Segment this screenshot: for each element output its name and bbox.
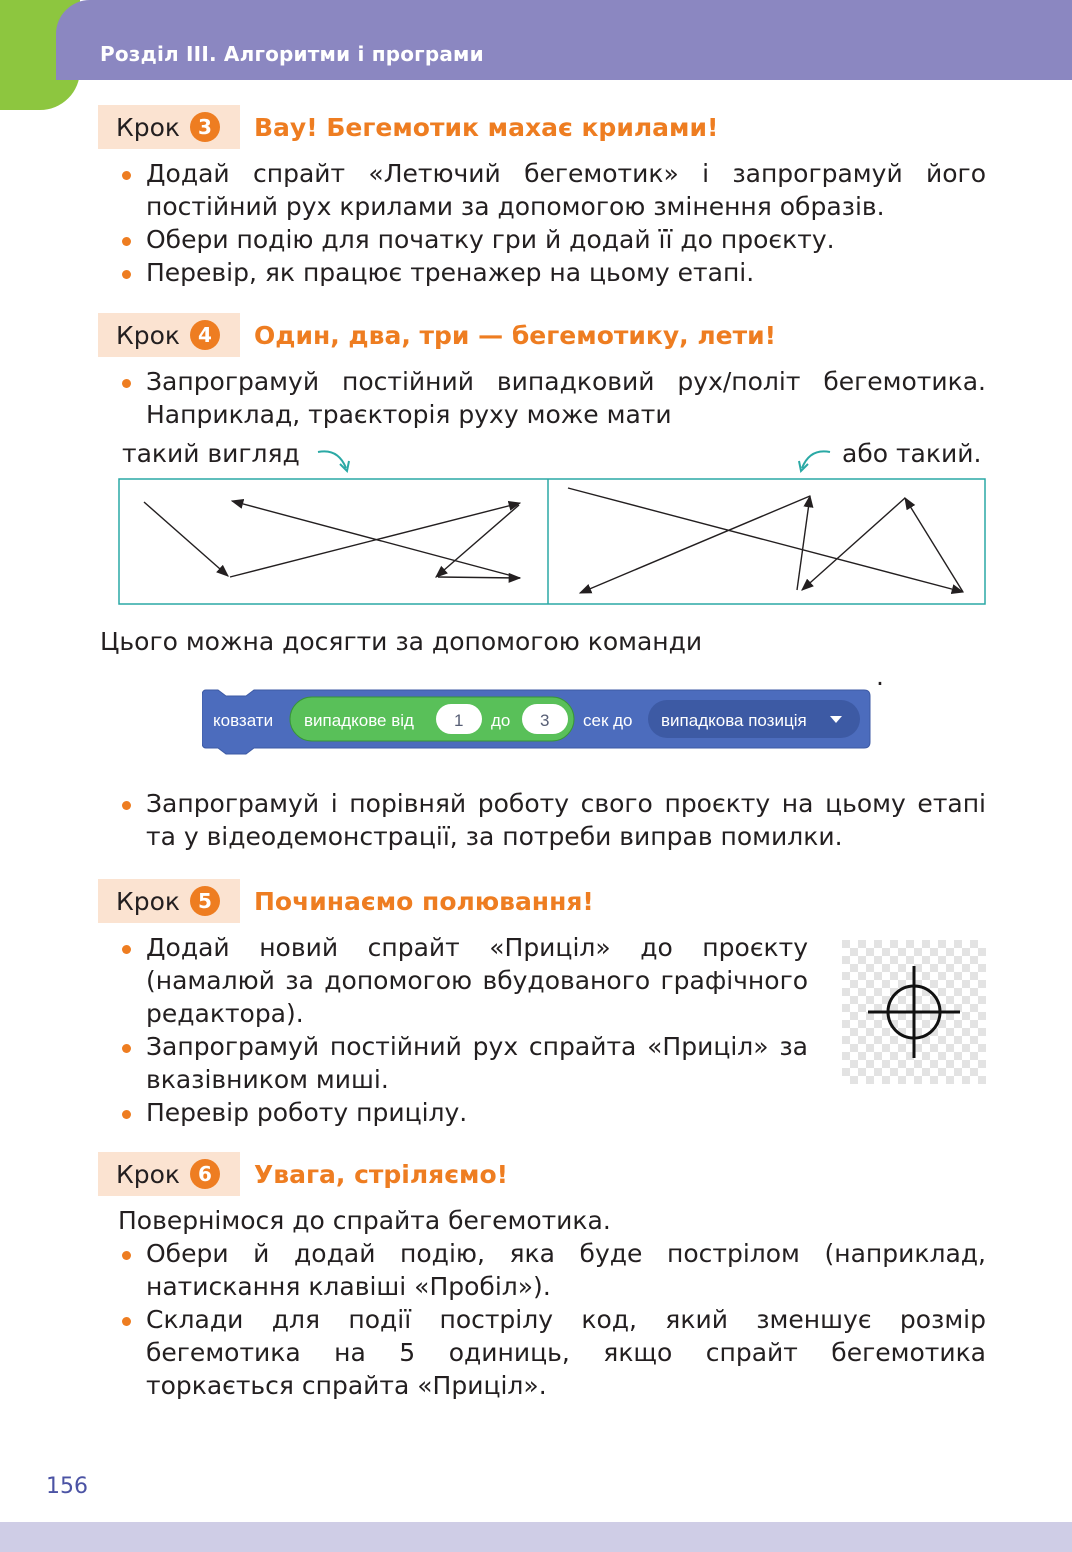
trajectory-frame: [119, 479, 985, 604]
step-title: Увага, стріляємо!: [254, 1159, 509, 1189]
step-label-box: [98, 879, 240, 923]
step-word: Крок: [116, 886, 181, 916]
step-4-list: [120, 365, 986, 431]
list-item: Склади для події пострілу код, який зменшує розмір бегемотика на 5 одиниць, якщо спрайт бегемотика торкається спрайта «Приціл».: [120, 1303, 986, 1402]
step-title: Починаємо полювання!: [254, 886, 594, 916]
command-period: .: [876, 662, 884, 691]
trajectory-illustrations: [118, 478, 986, 605]
step-6-heading: [98, 1152, 508, 1196]
target-value: випадкова позиція: [661, 711, 807, 730]
list-item: Додай спрайт «Летючий бегемотик» і запрограмуй його постійний рух крилами за допомогою змінення образів.: [120, 157, 986, 223]
header-bar: [56, 0, 1072, 80]
step-word: Крок: [116, 320, 181, 350]
step-label-box: [98, 105, 240, 149]
page-number: 156: [46, 1474, 88, 1499]
step-number-badge: 6: [190, 1159, 220, 1189]
step-6-list: [120, 1237, 986, 1402]
step-title: Один, два, три — бегемотику, лети!: [254, 320, 777, 350]
list-item: Обери подію для початку гри й додай її до проєкту.: [120, 223, 986, 256]
curved-arrow-right-icon: [312, 444, 356, 476]
random-label: випадкове від: [304, 711, 414, 730]
step-3-list: [120, 157, 986, 289]
crosshair-sprite-image: [842, 940, 986, 1084]
list-item: Запрограмуй постійний рух спрайта «Приціл» за вказівником миші.: [120, 1030, 808, 1096]
step-word: Крок: [116, 112, 181, 142]
step-title: Вау! Бегемотик махає крилами!: [254, 112, 719, 142]
right-caption: або такий.: [842, 439, 982, 468]
step-label-box: [98, 1152, 240, 1196]
step-number-badge: 4: [190, 320, 220, 350]
step-5-heading: [98, 879, 594, 923]
list-item: Запрограмуй постійний випадковий рух/політ бегемотика. Наприклад, траєкторія руху може мати: [120, 365, 986, 431]
list-item: Перевір, як працює тренажер на цьому етапі.: [120, 256, 986, 289]
step-number-badge: 3: [190, 112, 220, 142]
trajectory-path-a: [144, 501, 520, 578]
list-item: Перевір роботу прицілу.: [120, 1096, 808, 1129]
footer-bar: [0, 1522, 1072, 1552]
step-5-list: [120, 931, 808, 1129]
sec-to-label: сек до: [583, 711, 633, 730]
list-item: Додай новий спрайт «Приціл» до проєкту (намалюй за допомогою вбудованого графічного редактора).: [120, 931, 808, 1030]
step-number-badge: 5: [190, 886, 220, 916]
from-value: 1: [454, 711, 464, 730]
trajectory-path-b: [568, 488, 963, 593]
list-item: Обери й додай подію, яка буде пострілом (наприклад, натискання клавіші «Пробіл»).: [120, 1237, 986, 1303]
step-6-intro: Повернімося до спрайта бегемотика.: [118, 1206, 611, 1235]
glide-block[interactable]: [202, 688, 872, 760]
curved-arrow-left-icon: [794, 444, 838, 476]
to-value: 3: [540, 711, 550, 730]
chapter-title: Розділ ІІІ. Алгоритми і програми: [100, 42, 484, 66]
to-label: до: [491, 711, 511, 730]
glide-label: ковзати: [213, 711, 274, 730]
step-3-heading: [98, 105, 718, 149]
step-4-list-after: [120, 787, 986, 853]
left-caption: такий вигляд: [122, 439, 300, 468]
step-4-heading: [98, 313, 776, 357]
step-word: Крок: [116, 1159, 181, 1189]
command-intro: Цього можна досягти за допомогою команди: [100, 627, 703, 656]
step-label-box: [98, 313, 240, 357]
list-item: Запрограмуй і порівняй роботу свого проєкту на цьому етапі та у відеодемонстрації, за потреби виправ помилки.: [120, 787, 986, 853]
